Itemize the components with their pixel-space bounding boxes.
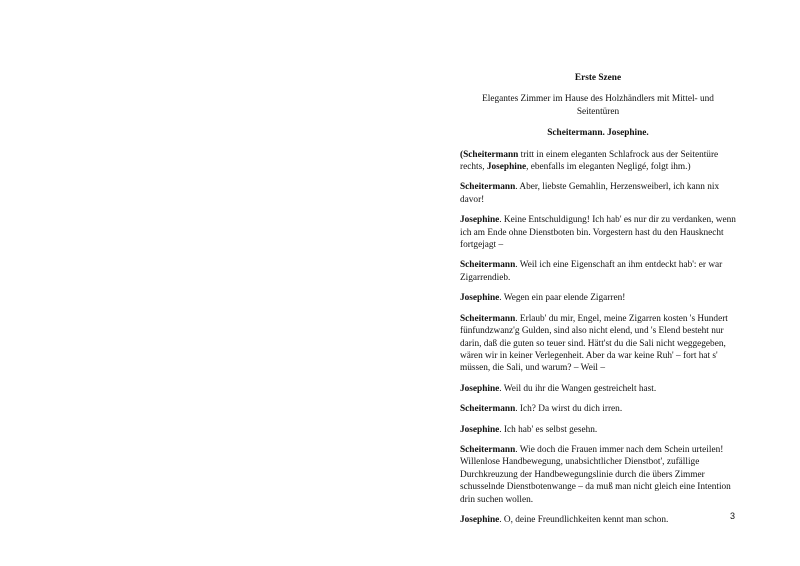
dialogue-paragraph [460,292,736,304]
speaker-name: Josephine [460,215,500,226]
dialogue-text: . Wie doch die Frauen immer nach dem Schein urteilen! Willenlose Handbewegung, unabsichtlicher Dienstbot', zufällige Durchkreuzung der Handbewegungslinie durch die übers Zimmer schusselnde Dienstbotenwange – da muß man nicht gleich eine Intention drin suchen wollen. [460,444,731,505]
scene-title: Erste Szene [574,73,622,83]
page-number: 3 [730,511,736,521]
dialogue-paragraph [460,214,736,251]
dialogue-text: tritt in einem eleganten Schlafrock aus der Seitentüre rechts, [460,149,719,173]
text-column [460,72,736,534]
dialogue-text: . Weil du ihr die Wangen gestreichelt hast. [499,383,657,394]
dialogue-paragraph [460,424,736,436]
dialogue-paragraph [460,514,736,526]
speaker-name: Scheitermann [460,313,516,324]
speaker-name: Scheitermann [460,404,516,415]
speaker-name: Josephine [460,293,500,304]
speaker-name: Scheitermann [460,182,516,193]
dialogue-paragraph [460,403,736,415]
speaker-name: Josephine [460,424,500,435]
dialogue-text: . Erlaub' du mir, Engel, meine Zigarren kosten 's Hundert fünfundzwanz'g Gulden, sind also nicht elend, und 's Elend besteht nur darin, daß die guten so teuer sind. Hätt'st du die Sali nicht weggegeben, wären wir in keiner Verlegenheit. Aber da war keine Ruh' – fort hat s' müssen, die Sali, und warum? – Weil – [460,313,728,374]
dialogue-text: . Keine Entschuldigung! Ich hab' es nur dir zu verdanken, wenn ich am Ende ohne Dienstboten bin. Vorgestern hast du den Hausknecht fortgejagt – [460,215,736,251]
dialogue-text: . Aber, liebste Gemahlin, Herzensweiberl, ich kann nix davor! [460,182,720,205]
dialogue-text: . Wegen ein paar elende Zigarren! [499,293,626,304]
dialogue-paragraph [460,444,736,506]
dialogue-paragraph [460,313,736,375]
stage-direction [460,149,736,174]
dialogue-text: . Weil ich eine Eigenschaft an ihm entdeckt hab': er war Zigarrendieb. [460,260,723,283]
dialogue-text: , ebenfalls im eleganten Negligé, folgt ihm.) [526,162,691,173]
speaker-name: Josephine [460,383,500,394]
speaker-name: Scheitermann [460,444,516,455]
speaker-name: Josephine [486,162,527,173]
speaker-name: (Scheitermann [460,149,519,160]
scene-setting: Elegantes Zimmer im Hause des Holzhändlers mit Mittel- und Seitentüren [482,94,714,117]
scene-persons: Scheitermann. Josephine. [547,128,649,139]
dialogue-paragraph [460,259,736,284]
dialogue-text: . Ich? Da wirst du dich irren. [515,404,623,415]
dialogue-text: . O, deine Freundlichkeiten kennt man schon. [499,514,669,525]
speaker-name: Scheitermann [460,260,516,271]
speaker-name: Josephine [460,514,500,525]
dialogue-paragraph [460,181,736,206]
dialogue-paragraph [460,383,736,395]
dialogue-text: . Ich hab' es selbst gesehn. [499,424,598,435]
